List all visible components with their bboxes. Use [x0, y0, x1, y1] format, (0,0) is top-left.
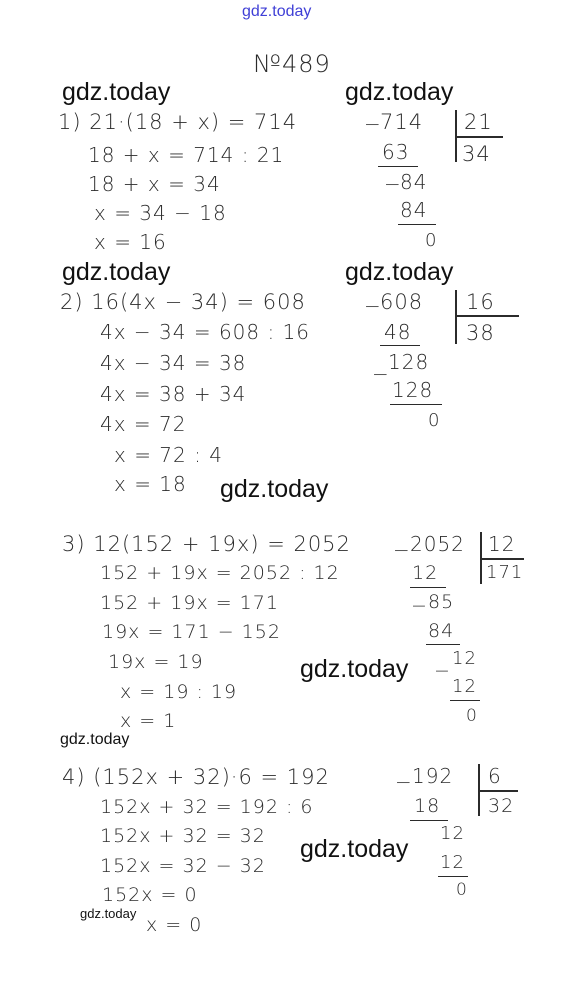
equation-line: 152x = 32 − 32 [100, 855, 266, 877]
division-step: 48 [384, 320, 412, 344]
division-step: 12 [452, 648, 477, 669]
dividend: 714 [380, 110, 424, 134]
equation-line: 4x = 38 + 34 [100, 382, 247, 406]
dividend: 2052 [410, 532, 465, 556]
division-step: 84 [400, 170, 428, 194]
top-source-mark: gdz.today [242, 3, 312, 20]
equation-line: x = 19 : 19 [120, 681, 238, 703]
equation-line: 152x + 32 = 192 : 6 [100, 796, 314, 818]
equation-line: 152x = 0 [102, 884, 198, 906]
divisor: 16 [466, 290, 495, 314]
division-step: 128 [388, 350, 430, 374]
watermark: gdz.today [80, 906, 137, 921]
division-step: 12 [412, 562, 439, 584]
divisor: 12 [488, 532, 516, 556]
division-remainder: 0 [456, 880, 468, 900]
equation-line: 18 + x = 34 [88, 172, 221, 196]
division-remainder: 0 [425, 230, 438, 251]
watermark: gdz.today [345, 78, 454, 106]
equation-line: 152 + 19x = 2052 : 12 [100, 562, 340, 584]
equation-line: 2) 16(4x − 34) = 608 [60, 290, 306, 314]
division-step: 85 [428, 591, 455, 613]
exercise-number: №489 [253, 50, 331, 78]
equation-line: x = 0 [146, 914, 203, 936]
equation-line: 1) 21·(18 + x) = 714 [58, 110, 298, 134]
watermark: gdz.today [345, 258, 454, 286]
watermark: gdz.today [60, 731, 130, 748]
equation-line: 18 + x = 714 : 21 [88, 143, 285, 167]
quotient: 38 [466, 321, 495, 345]
divisor: 6 [488, 764, 502, 788]
division-remainder: 0 [428, 410, 441, 431]
equation-line: x = 18 [114, 472, 187, 496]
division-step: 12 [440, 852, 465, 873]
watermark: gdz.today [62, 258, 171, 286]
equation-line: 152x + 32 = 32 [100, 825, 266, 847]
equation-line: x = 72 : 4 [114, 443, 223, 467]
equation-line: x = 1 [120, 710, 177, 732]
equation-line: 4) (152x + 32)·6 = 192 [62, 765, 330, 789]
equation-line: 152 + 19x = 171 [100, 592, 279, 614]
equation-line: 4x = 72 [100, 412, 187, 436]
quotient: 32 [488, 795, 515, 817]
equation-line: 4x − 34 = 38 [100, 351, 247, 375]
equation-line: 4x − 34 = 608 : 16 [100, 320, 311, 344]
division-step: 12 [452, 676, 477, 697]
division-remainder: 0 [466, 706, 478, 726]
division-step: 84 [428, 620, 455, 642]
watermark: gdz.today [300, 835, 409, 863]
divisor: 21 [464, 110, 493, 134]
division-step: 84 [400, 198, 428, 222]
quotient: 34 [462, 142, 491, 166]
quotient: 171 [486, 562, 524, 583]
equation-line: 19x = 171 − 152 [102, 621, 281, 643]
watermark: gdz.today [300, 655, 409, 683]
equation-line: x = 34 − 18 [94, 201, 227, 225]
division-step: 128 [392, 378, 434, 402]
watermark: gdz.today [220, 475, 329, 503]
equation-line: 19x = 19 [108, 651, 204, 673]
watermark: gdz.today [62, 78, 171, 106]
dividend: 608 [380, 290, 424, 314]
dividend: 192 [412, 764, 454, 788]
equation-line: 3) 12(152 + 19x) = 2052 [62, 532, 351, 556]
division-step: 18 [414, 795, 441, 817]
equation-line: x = 16 [94, 230, 167, 254]
division-step: 12 [440, 823, 465, 844]
division-step: 63 [382, 140, 410, 164]
